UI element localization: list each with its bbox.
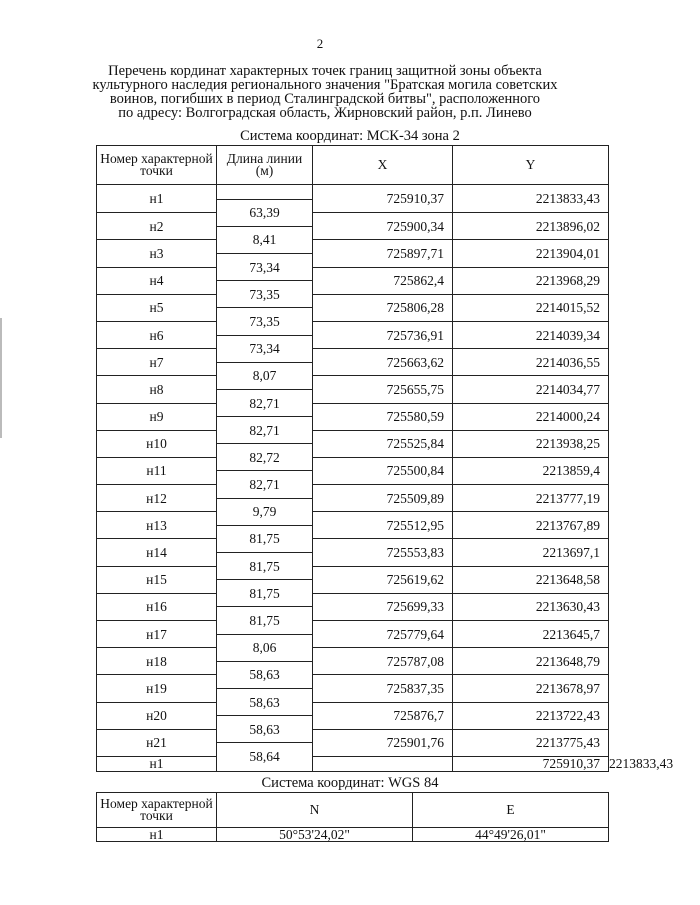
point-name: н13 [97,512,217,539]
point-name: н21 [97,729,217,756]
x-coordinate: 725500,84 [313,457,453,484]
y-coordinate: 2213648,79 [453,648,609,675]
x-coordinate: 725787,08 [313,648,453,675]
table-row [97,539,609,553]
x-coordinate: 725509,89 [313,485,453,512]
table-row [97,267,609,281]
line-length-blank [313,756,453,771]
table-row [97,566,609,580]
line-length: 81,75 [217,580,313,607]
scan-margin-mark [0,318,2,438]
point-name: н11 [97,457,217,484]
line-length: 73,35 [217,281,313,308]
x-coordinate: 725655,75 [313,376,453,403]
msk-table-body [97,185,674,772]
line-length: 8,07 [217,362,313,389]
y-coordinate: 2214039,34 [453,321,609,348]
latitude: 50°53'24,02" [217,828,413,842]
y-coordinate: 2213630,43 [453,593,609,620]
line-length: 73,35 [217,308,313,335]
heading-line: воинов, погибших в период Сталинградской битвы", расположенного [109,91,541,107]
header-e: E [413,793,609,828]
x-coordinate: 725897,71 [313,240,453,267]
table-row [97,675,609,689]
table-row [97,621,609,635]
table-row [97,512,609,526]
x-coordinate: 725900,34 [313,213,453,240]
x-coordinate: 725806,28 [313,294,453,321]
table-row [97,828,609,842]
point-name: н7 [97,349,217,376]
point-name: н4 [97,267,217,294]
table-row [97,403,609,417]
x-coordinate: 725619,62 [313,566,453,593]
line-length: 81,75 [217,607,313,634]
y-coordinate: 2213678,97 [453,675,609,702]
document-heading [80,64,570,120]
y-coordinate: 2213697,1 [453,539,609,566]
point-name: н2 [97,213,217,240]
point-name: н20 [97,702,217,729]
x-coordinate: 725837,35 [313,675,453,702]
y-coordinate: 2213904,01 [453,240,609,267]
line-length-blank [217,185,313,200]
header-n: N [217,793,413,828]
x-coordinate: 725901,76 [313,729,453,756]
line-length: 8,41 [217,226,313,253]
line-length: 82,72 [217,444,313,471]
heading-line: культурного наследия регионального значения "Братская могила советских [92,77,558,93]
table-row [97,457,609,471]
line-length: 73,34 [217,335,313,362]
table-row [97,729,609,743]
heading-line: Перечень кординат характерных точек границ защитной зоны объекта [108,63,542,79]
table-row [97,376,609,390]
wgs-coordinates-table [96,792,609,842]
point-name: н16 [97,593,217,620]
y-coordinate: 2213722,43 [453,702,609,729]
line-length: 82,71 [217,417,313,444]
x-coordinate: 725910,37 [313,185,453,213]
table-row: н1 725910,37 2213833,43 [97,756,609,771]
header-point-number: Номер характерной точки [97,146,217,185]
x-coordinate: 725699,33 [313,593,453,620]
msk-coordinates-table [96,145,674,772]
x-coordinate: 725663,62 [313,349,453,376]
y-coordinate: 2214036,55 [453,349,609,376]
point-name: н12 [97,485,217,512]
header-point-number: Номер характерной точки [97,793,217,828]
point-name: н8 [97,376,217,403]
page-number: 2 [316,36,324,51]
point-name: н10 [97,430,217,457]
line-length: 82,71 [217,471,313,498]
wgs-system-label: Система координат: WGS 84 [261,775,439,791]
point-name: н9 [97,403,217,430]
header-y: Y [453,146,609,185]
y-coordinate: 2213938,25 [453,430,609,457]
line-length: 81,75 [217,553,313,580]
y-coordinate: 2213775,43 [453,729,609,756]
table-row [97,185,609,200]
table-row [97,349,609,363]
table-row [97,321,609,335]
y-coordinate: 2213648,58 [453,566,609,593]
x-coordinate: 725862,4 [313,267,453,294]
line-length: 58,63 [217,716,313,743]
y-coordinate: 2213968,29 [453,267,609,294]
line-length: 58,64 [217,743,313,771]
line-length: 9,79 [217,498,313,525]
point-name: н17 [97,621,217,648]
y-coordinate: 2213833,43 [453,185,609,213]
line-length: 73,34 [217,253,313,280]
table-row [97,294,609,308]
y-coordinate: 2214015,52 [453,294,609,321]
line-length: 8,06 [217,634,313,661]
x-coordinate: 725580,59 [313,403,453,430]
line-length: 58,63 [217,661,313,688]
line-length: 63,39 [217,199,313,226]
heading-line: по адресу: Волгоградская область, Жирновский район, р.п. Линево [118,105,532,121]
table-row [97,485,609,499]
table-row [97,240,609,254]
x-coordinate: 725512,95 [313,512,453,539]
y-coordinate: 2213859,4 [453,457,609,484]
x-coordinate: 725736,91 [313,321,453,348]
table-row [97,593,609,607]
x-coordinate: 725910,37 [453,756,609,771]
point-name: н1 [97,185,217,213]
y-coordinate: 2213767,89 [453,512,609,539]
line-length: 81,75 [217,525,313,552]
x-coordinate: 725525,84 [313,430,453,457]
x-coordinate: 725553,83 [313,539,453,566]
line-length: 82,71 [217,389,313,416]
point-name: н1 [97,828,217,842]
x-coordinate: 725876,7 [313,702,453,729]
point-name: н14 [97,539,217,566]
header-x: X [313,146,453,185]
table-row [97,702,609,716]
point-name: н5 [97,294,217,321]
point-name: н18 [97,648,217,675]
y-coordinate: 2213777,19 [453,485,609,512]
table-row [97,430,609,444]
point-name: н1 [97,756,217,771]
point-name: н19 [97,675,217,702]
y-coordinate: 2213645,7 [453,621,609,648]
y-coordinate: 2214000,24 [453,403,609,430]
y-coordinate: 2213896,02 [453,213,609,240]
table-row [97,213,609,227]
x-coordinate: 725779,64 [313,621,453,648]
point-name: н3 [97,240,217,267]
header-line-length: Длина линии (м) [217,146,313,185]
msk-system-label: Система координат: МСК-34 зона 2 [240,128,460,144]
longitude: 44°49'26,01" [413,828,609,842]
line-length: 58,63 [217,688,313,715]
table-row [97,648,609,662]
point-name: н6 [97,321,217,348]
y-coordinate: 2214034,77 [453,376,609,403]
point-name: н15 [97,566,217,593]
